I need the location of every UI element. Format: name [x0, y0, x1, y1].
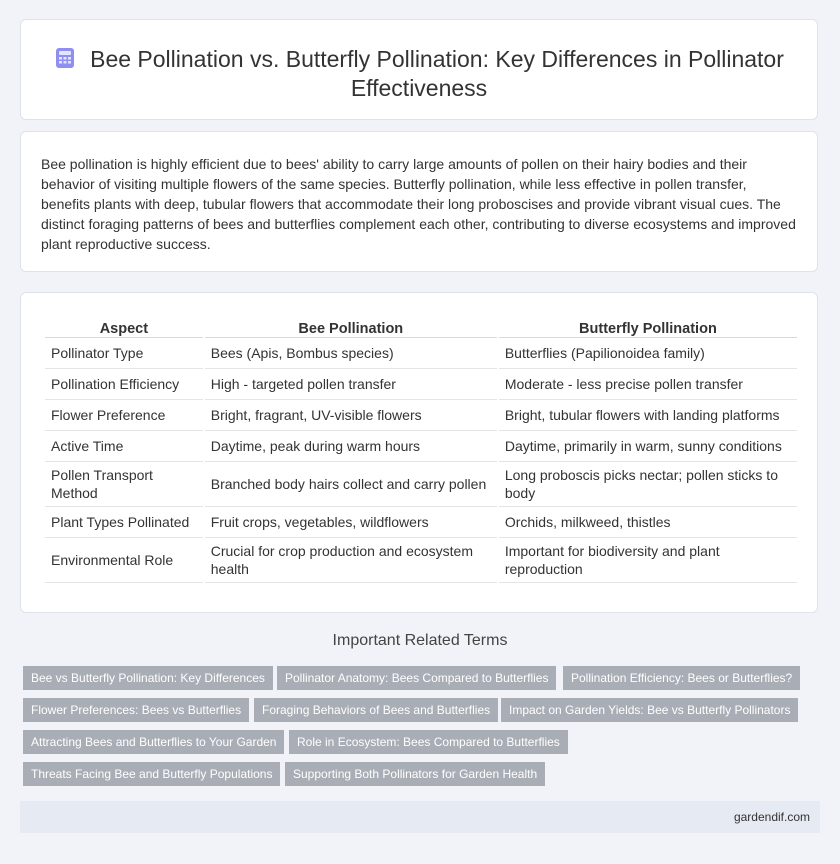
page-title: [21, 20, 817, 103]
intro-card: [20, 131, 818, 272]
table-row: [45, 462, 797, 507]
related-term-tag[interactable]: Attracting Bees and Butterflies to Your Garden: [23, 730, 284, 754]
table-row: [45, 369, 797, 400]
table-row: [45, 338, 797, 369]
intro-text: Bee pollination is highly efficient due to bees' ability to carry large amounts of pollen on their hairy bodies and their behavior of visiting multiple flowers of the same species. Butterfly pollination, while less effective in pollen transfer, benefits plants with deep, tubular flowers that accommodate their long proboscises and provide vibrant visual cues. The distinct foraging patterns of bees and butterflies complement each other, contributing to diverse ecosystems and improved plant reproductive success.: [41, 156, 796, 252]
related-term-tag[interactable]: Pollination Efficiency: Bees or Butterflies?: [563, 666, 800, 690]
bee-cell: Crucial for crop production and ecosystem health: [205, 538, 497, 583]
aspect-cell: Active Time: [45, 431, 203, 462]
table-row: [45, 538, 797, 583]
butterfly-cell: Bright, tubular flowers with landing platforms: [499, 400, 797, 431]
comparison-table: [43, 311, 799, 583]
table-header-row: [45, 311, 797, 338]
page-title-text: Bee Pollination vs. Butterfly Pollination: Key Differences in Pollinator Effectiveness: [90, 46, 784, 101]
bee-cell: Bright, fragrant, UV-visible flowers: [205, 400, 497, 431]
butterfly-cell: Butterflies (Papilionoidea family): [499, 338, 797, 369]
header-card: [20, 19, 818, 120]
related-term-tag[interactable]: Foraging Behaviors of Bees and Butterflies: [254, 698, 498, 722]
butterfly-cell: Long proboscis picks nectar; pollen sticks to body: [499, 462, 797, 507]
table-row: [45, 431, 797, 462]
bee-cell: Branched body hairs collect and carry pollen: [205, 462, 497, 507]
related-term-tag[interactable]: Threats Facing Bee and Butterfly Populations: [23, 762, 280, 786]
butterfly-cell: Daytime, primarily in warm, sunny conditions: [499, 431, 797, 462]
related-term-tag[interactable]: Bee vs Butterfly Pollination: Key Differences: [23, 666, 273, 690]
butterfly-cell: Orchids, milkweed, thistles: [499, 507, 797, 538]
aspect-cell: Plant Types Pollinated: [45, 507, 203, 538]
bee-cell: Bees (Apis, Bombus species): [205, 338, 497, 369]
bee-cell: Daytime, peak during warm hours: [205, 431, 497, 462]
butterfly-cell: Important for biodiversity and plant reproduction: [499, 538, 797, 583]
butterfly-cell: Moderate - less precise pollen transfer: [499, 369, 797, 400]
comparison-card: [20, 292, 818, 613]
header-aspect: Aspect: [45, 311, 203, 338]
aspect-cell: Pollen Transport Method: [45, 462, 203, 507]
related-terms-title: Important Related Terms: [332, 632, 508, 649]
footer-site[interactable]: gardendif.com: [733, 810, 810, 824]
related-term-tag[interactable]: Pollinator Anatomy: Bees Compared to Butterflies: [277, 666, 556, 690]
table-row: [45, 400, 797, 431]
header-bee: Bee Pollination: [205, 311, 497, 338]
aspect-cell: Flower Preference: [45, 400, 203, 431]
aspect-cell: Pollinator Type: [45, 338, 203, 369]
related-term-tag[interactable]: Flower Preferences: Bees vs Butterflies: [23, 698, 249, 722]
table-row: [45, 507, 797, 538]
related-term-tag[interactable]: Supporting Both Pollinators for Garden Health: [285, 762, 545, 786]
calculator-icon: [54, 47, 76, 69]
aspect-cell: Environmental Role: [45, 538, 203, 583]
bee-cell: High - targeted pollen transfer: [205, 369, 497, 400]
aspect-cell: Pollination Efficiency: [45, 369, 203, 400]
related-term-tag[interactable]: Role in Ecosystem: Bees Compared to Butterflies: [289, 730, 568, 754]
footer: [20, 801, 820, 833]
bee-cell: Fruit crops, vegetables, wildflowers: [205, 507, 497, 538]
related-term-tag[interactable]: Impact on Garden Yields: Bee vs Butterfly Pollinators: [501, 698, 798, 722]
header-butterfly: Butterfly Pollination: [499, 311, 797, 338]
